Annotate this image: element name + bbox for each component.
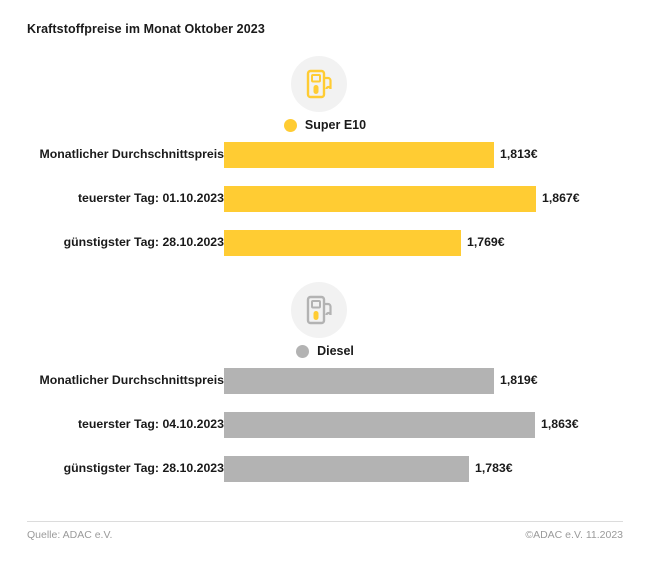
legend-label: Diesel (317, 344, 354, 358)
copyright-note: ©ADAC e.V. 11.2023 (525, 529, 623, 541)
bar-wrapper (224, 142, 538, 168)
legend-diesel (0, 344, 650, 358)
bar-row (0, 186, 650, 212)
source-note: Quelle: ADAC e.V. (27, 529, 113, 541)
legend-color-dot (296, 345, 309, 358)
bar-value-label: 1,769€ (467, 235, 505, 249)
bar-fill (224, 186, 536, 212)
bar-value-label: 1,819€ (500, 373, 538, 387)
bar-wrapper (224, 230, 505, 256)
bar-row-label: Monatlicher Durchschnittspreis (39, 373, 224, 387)
bar-fill (224, 456, 469, 482)
bar-fill (224, 142, 494, 168)
bar-fill (224, 230, 461, 256)
bar-row-label: Monatlicher Durchschnittspreis (39, 147, 224, 161)
bar-row (0, 412, 650, 438)
bar-row-label: günstigster Tag: 28.10.2023 (63, 461, 224, 475)
bar-row-label: günstigster Tag: 28.10.2023 (63, 235, 224, 249)
legend-label: Super E10 (304, 118, 367, 132)
bar-row (0, 230, 650, 256)
bar-value-label: 1,783€ (475, 461, 513, 475)
bar-row (0, 142, 650, 168)
page-title: Kraftstoffpreise im Monat Oktober 2023 (27, 22, 265, 36)
bar-wrapper (224, 186, 580, 212)
bar-wrapper (224, 412, 579, 438)
legend-color-dot (284, 119, 297, 132)
bar-list-super-e10 (0, 142, 650, 274)
fuel-pump-badge-diesel (291, 282, 347, 338)
fuel-pump-icon (304, 294, 334, 326)
bar-row-label: teuerster Tag: 01.10.2023 (77, 191, 224, 205)
legend-super-e10 (0, 118, 650, 132)
bar-wrapper (224, 456, 513, 482)
bar-value-label: 1,863€ (541, 417, 579, 431)
bar-list-diesel (0, 368, 650, 500)
bar-row (0, 368, 650, 394)
bar-row-label: teuerster Tag: 04.10.2023 (77, 417, 224, 431)
bar-fill (224, 412, 535, 438)
bar-wrapper (224, 368, 538, 394)
bar-fill (224, 368, 494, 394)
fuel-pump-icon (304, 68, 334, 100)
bar-value-label: 1,813€ (500, 147, 538, 161)
fuel-pump-badge-e10 (291, 56, 347, 112)
footer-divider (27, 521, 623, 522)
bar-row (0, 456, 650, 482)
bar-value-label: 1,867€ (542, 191, 580, 205)
